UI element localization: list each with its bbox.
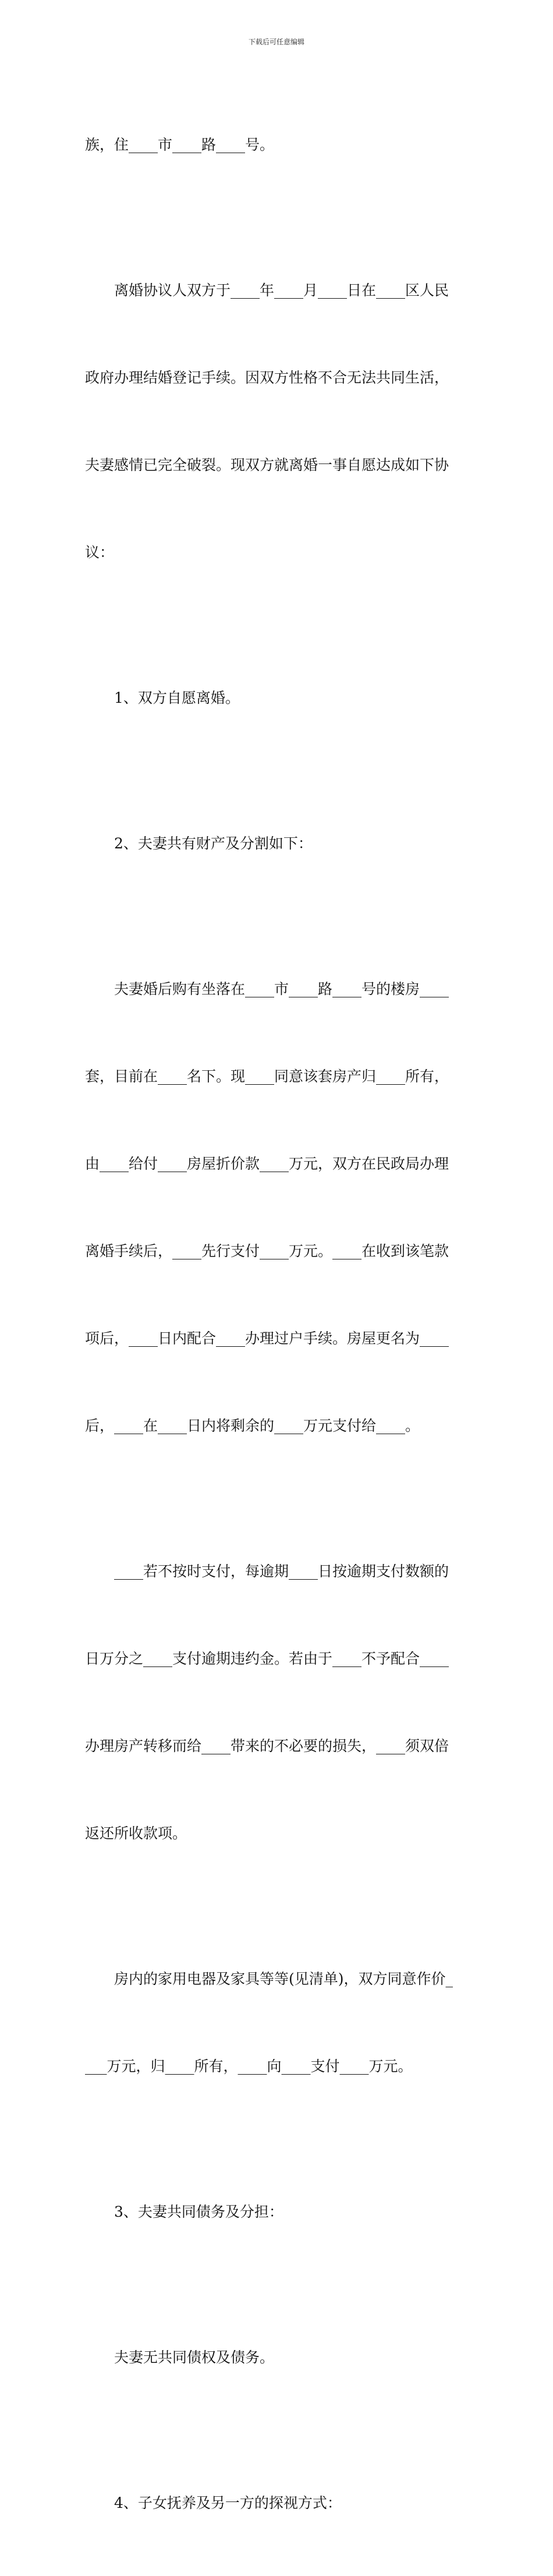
paragraph-appliances [85,1906,472,2139]
text-line: 族，住____市____路____号。 [85,136,275,153]
text-line: 4、子女抚养及另一方的探视方式： [114,2494,342,2511]
clause-1 [85,625,472,771]
text-line: 办理房产转移而给____带来的不必要的损失，____须双倍 [85,1738,449,1754]
text-line: 项后，____日内配合____办理过户手续。房屋更名为____ [85,1330,449,1347]
document-body [85,72,472,2576]
paragraph-intro [85,218,472,625]
text-line: 夫妻无共同债权及债务。 [114,2349,275,2366]
text-line: 套，目前在____名下。现____同意该套房产归____所有， [85,1068,449,1085]
text-line: 返还所收款项。 [85,1825,187,1842]
text-line: 由____给付____房屋折价款____万元，双方在民政局办理 [85,1155,449,1172]
paragraph-penalty [85,1499,472,1906]
text-line: ___万元，归____所有，____向____支付____万元。 [85,2058,413,2075]
paragraph-debts [85,2285,472,2430]
text-line: 2、夫妻共有财产及分割如下： [114,835,313,852]
text-line: 3、夫妻共同债务及分担： [114,2203,283,2220]
text-line: 夫妻感情已完全破裂。现双方就离婚一事自愿达成如下协 [85,457,449,473]
text-line: 日万分之____支付逾期违约金。若由于____不予配合____ [85,1650,449,1667]
text-line: 夫妻婚后购有坐落在____市____路____号的楼房____ [114,981,449,997]
paragraph-residence [85,72,472,218]
clause-3-heading [85,2139,472,2285]
text-line: 离婚协议人双方于____年____月____日在____区人民 [114,282,449,299]
paragraph-property [85,917,472,1499]
text-line: 议： [85,544,115,561]
clause-4-heading [85,2430,472,2576]
page-header: 下载后可任意编辑 [248,38,304,46]
text-line: 房内的家用电器及家具等等(见清单)，双方同意作价_ [114,1970,453,1987]
clause-2-heading [85,771,472,917]
text-line: 离婚手续后，____先行支付____万元。____在收到该笔款 [85,1243,449,1259]
text-line: 后，____在____日内将剩余的____万元支付给____。 [85,1417,420,1434]
text-line: 政府办理结婚登记手续。因双方性格不合无法共同生活， [85,369,449,386]
text-line: ____若不按时支付，每逾期____日按逾期支付数额的 [114,1563,449,1580]
text-line: 1、双方自愿离婚。 [114,689,240,706]
